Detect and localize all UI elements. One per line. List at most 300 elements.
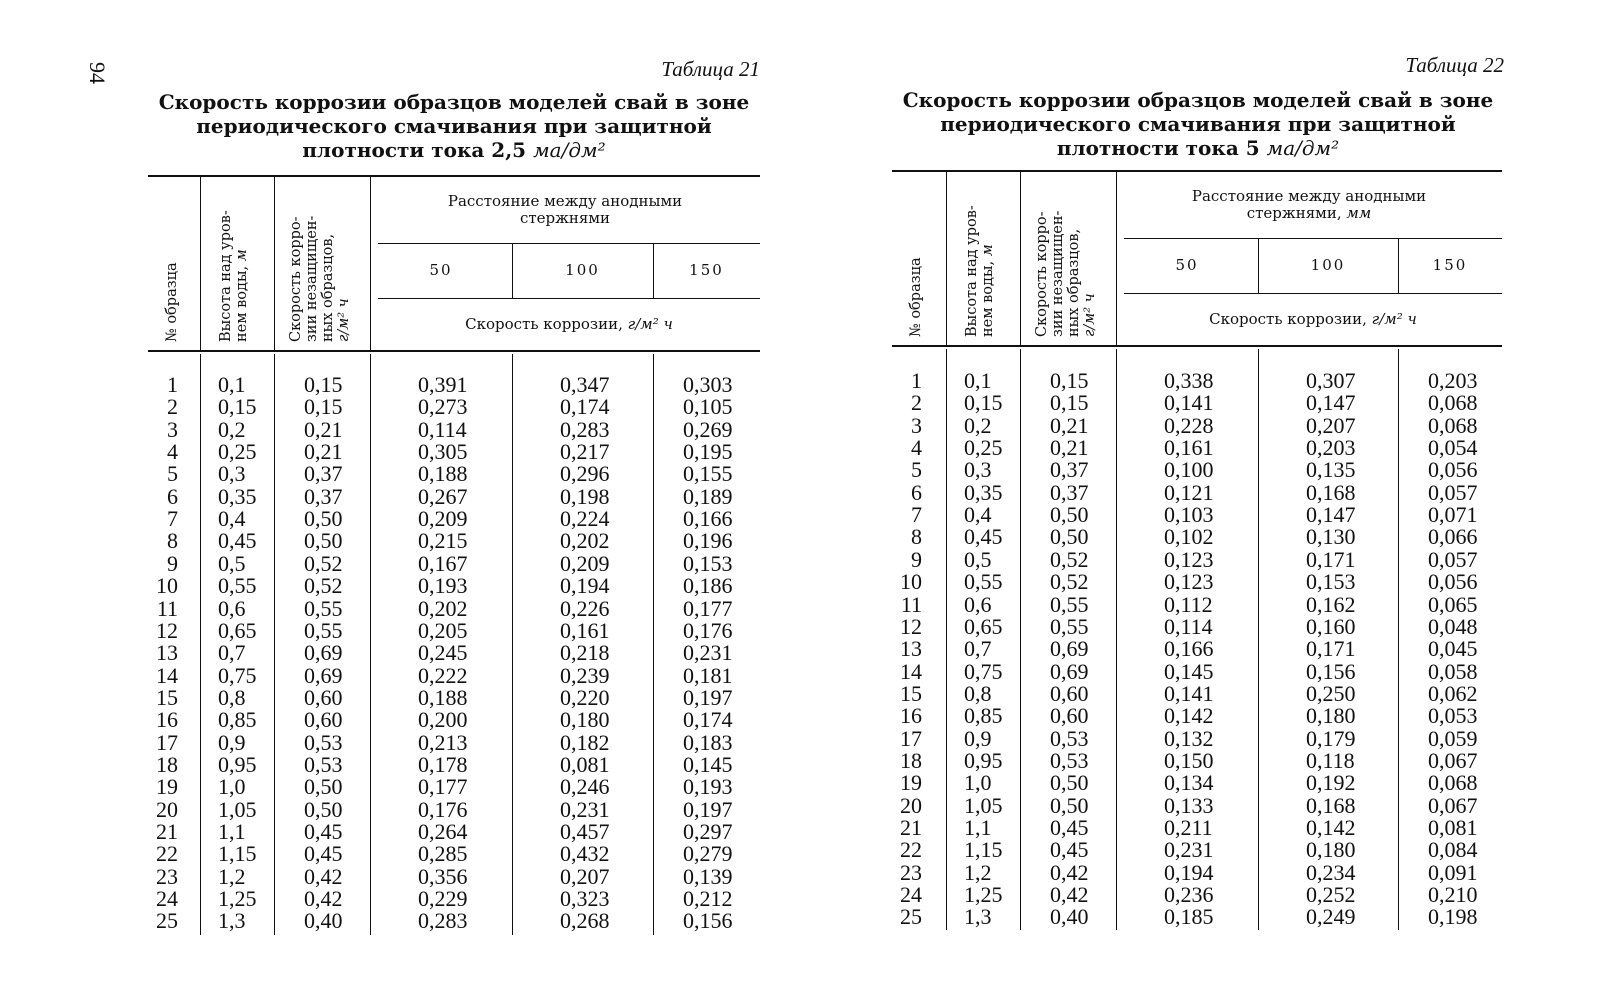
- top-rule: [148, 175, 760, 177]
- unprotected-rate: 0,40: [304, 908, 343, 934]
- height-value: 0,65: [218, 617, 257, 643]
- corrosion-rate: 0,250: [1306, 680, 1356, 706]
- corrosion-rate: 0,192: [1306, 770, 1356, 796]
- corrosion-rate: 0,194: [560, 573, 610, 599]
- corrosion-rate: 0,171: [1306, 546, 1356, 572]
- corrosion-rate: 0,147: [1306, 390, 1356, 416]
- corrosion-rate: 0,153: [683, 550, 733, 576]
- sample-number: 19: [900, 770, 922, 796]
- corrosion-rate: 0,174: [560, 394, 610, 420]
- corrosion-rate: 0,200: [418, 707, 468, 733]
- height-value: 0,3: [218, 461, 246, 487]
- corrosion-rate: 0,205: [418, 617, 468, 643]
- corrosion-rate: 0,226: [560, 595, 610, 621]
- corrosion-rate: 0,246: [560, 774, 610, 800]
- sample-number: 8: [911, 524, 922, 550]
- height-value: 1,05: [218, 796, 257, 822]
- height-value: 0,6: [964, 591, 992, 617]
- group-rule: [378, 243, 760, 244]
- table-row: [892, 725, 1504, 751]
- unprotected-rate: 0,40: [1050, 904, 1089, 930]
- sample-number: 3: [167, 416, 178, 442]
- unprotected-rate: 0,52: [1050, 569, 1089, 595]
- sample-number: 23: [156, 863, 178, 889]
- unprotected-rate: 0,37: [1050, 457, 1089, 483]
- corrosion-rate: 0,180: [1306, 703, 1356, 729]
- unprotected-rate: 0,60: [1050, 680, 1089, 706]
- corrosion-rate: 0,081: [560, 751, 610, 777]
- height-value: 0,15: [964, 390, 1003, 416]
- height-value: 0,3: [964, 457, 992, 483]
- sample-number: 2: [167, 394, 178, 420]
- corrosion-rate: 0,059: [1428, 725, 1478, 751]
- sample-number: 21: [900, 815, 922, 840]
- height-value: 1,1: [964, 815, 992, 840]
- corrosion-rate: 0,054: [1428, 435, 1478, 461]
- corrosion-rate: 0,213: [418, 729, 468, 755]
- height-value: 1,3: [218, 908, 246, 934]
- sample-number: 10: [156, 573, 178, 599]
- corrosion-rate: 0,053: [1428, 703, 1478, 729]
- corrosion-rate: 0,180: [1306, 837, 1356, 863]
- corrosion-rate: 0,212: [683, 886, 733, 912]
- corrosion-rate: 0,457: [560, 819, 610, 844]
- table-row: [892, 479, 1504, 505]
- unprotected-rate: 0,15: [1050, 390, 1089, 416]
- table-row: [892, 437, 1504, 459]
- table-row: [892, 504, 1504, 526]
- corrosion-rate: 0,183: [683, 729, 733, 755]
- height-header-line: Высота над уров-: [964, 205, 980, 337]
- distance-label: 100: [1310, 256, 1346, 274]
- unprotected-rate: 0,52: [304, 550, 343, 576]
- table-row: [892, 459, 1504, 481]
- corrosion-rate: 0,249: [1306, 904, 1356, 930]
- height-value: 0,2: [218, 416, 246, 442]
- unprotected-rate: 0,52: [1050, 546, 1089, 572]
- corrosion-rate: 0,178: [418, 751, 468, 777]
- sample-number: 19: [156, 774, 178, 800]
- corrosion-rate: 0,432: [560, 841, 610, 867]
- rate-header-line: ных образцов,: [320, 233, 336, 342]
- height-value: 0,35: [218, 483, 257, 509]
- sample-number: 20: [156, 796, 178, 822]
- header-col-rule: [274, 175, 275, 350]
- corrosion-rate: 0,239: [560, 662, 610, 688]
- table-row: [892, 613, 1504, 639]
- corrosion-rate: 0,091: [1428, 859, 1478, 885]
- corrosion-rate: 0,202: [560, 528, 610, 554]
- corrosion-rate: 0,171: [1306, 636, 1356, 662]
- corrosion-rate: 0,203: [1306, 435, 1356, 461]
- title-line-3-text: плотности тока 5: [1056, 136, 1267, 160]
- top-rule: [892, 170, 1502, 172]
- corrosion-rate: 0,210: [1428, 882, 1478, 908]
- distance-rule: [1124, 293, 1502, 294]
- corrosion-rate: 0,142: [1164, 703, 1214, 729]
- height-header-line: нем воды, м: [234, 249, 250, 342]
- corrosion-rate: 0,305: [418, 439, 468, 465]
- height-header: [964, 205, 996, 337]
- height-header: [218, 210, 250, 342]
- unprotected-rate: 0,21: [304, 439, 343, 465]
- sample-number: 7: [911, 502, 922, 528]
- corrosion-rate: 0,167: [418, 550, 468, 576]
- height-value: 1,25: [218, 886, 257, 912]
- corrosion-rate: 0,196: [683, 528, 733, 554]
- unprotected-rate: 0,37: [1050, 479, 1089, 505]
- table-row: [148, 910, 760, 932]
- height-value: 0,85: [218, 707, 257, 733]
- sample-number: 17: [900, 725, 922, 751]
- table-row: [892, 859, 1504, 885]
- sample-number: 21: [156, 819, 178, 844]
- table-row: [148, 684, 760, 710]
- corrosion-rate: 0,156: [683, 908, 733, 934]
- table-row: [892, 680, 1504, 706]
- height-value: 0,95: [964, 747, 1003, 773]
- corrosion-rate: 0,168: [1306, 479, 1356, 505]
- sample-number: 2: [911, 390, 922, 416]
- table-row: [148, 642, 760, 664]
- table-row: [892, 526, 1504, 548]
- sample-number: 5: [167, 461, 178, 487]
- sample-number: 22: [156, 841, 178, 867]
- corrosion-rate: 0,168: [1306, 792, 1356, 818]
- title-line-3-text: плотности тока 2,5: [302, 138, 534, 162]
- corrosion-rate: 0,123: [1164, 546, 1214, 572]
- unprotected-rate: 0,69: [304, 640, 343, 666]
- sample-number: 17: [156, 729, 178, 755]
- distance-group-header: Расстояние между анодными стержнями, мм: [1191, 187, 1427, 222]
- corrosion-rate: 0,150: [1164, 747, 1214, 773]
- corrosion-rate: 0,268: [560, 908, 610, 934]
- unprotected-rate: 0,53: [304, 751, 343, 777]
- title-line-2: периодического смачивания при защитной: [940, 112, 1456, 136]
- corrosion-rate: 0,231: [683, 640, 733, 666]
- corrosion-rate: 0,185: [1164, 904, 1214, 930]
- height-value: 0,7: [218, 640, 246, 666]
- corrosion-rate: 0,194: [1164, 859, 1214, 885]
- unprotected-rate: 0,45: [1050, 815, 1089, 840]
- table-row: [148, 530, 760, 552]
- distance-rule: [378, 298, 760, 299]
- unprotected-rate: 0,45: [304, 841, 343, 867]
- corrosion-rate: 0,058: [1428, 658, 1478, 684]
- corrosion-rate: 0,285: [418, 841, 468, 867]
- table-row: [148, 888, 760, 910]
- rate-header-line: Скорость корро-: [1034, 211, 1050, 337]
- height-header-line: Высота над уров-: [218, 210, 234, 342]
- corrosion-rate: 0,180: [560, 707, 610, 733]
- height-value: 0,75: [964, 658, 1003, 684]
- corrosion-rate: 0,103: [1164, 502, 1214, 528]
- unprotected-rate: 0,42: [304, 886, 343, 912]
- height-value: 0,15: [218, 394, 257, 420]
- rate-unit: г/м² ч: [627, 315, 673, 333]
- table-row: [148, 863, 760, 889]
- unprotected-rate: 0,21: [304, 416, 343, 442]
- corrosion-rate: 0,179: [1306, 725, 1356, 751]
- corrosion-rate: 0,231: [560, 796, 610, 822]
- sample-header: № образца: [164, 262, 180, 342]
- corrosion-rate: 0,207: [1306, 412, 1356, 438]
- unprotected-rate: 0,50: [304, 796, 343, 822]
- corrosion-rate: 0,264: [418, 819, 468, 844]
- corrosion-rate: 0,118: [1306, 747, 1355, 773]
- corrosion-rate: 0,153: [1306, 569, 1356, 595]
- height-value: 1,1: [218, 819, 246, 844]
- table-row: [892, 792, 1504, 818]
- rate-unprotected-header: [288, 216, 352, 342]
- sample-number: 12: [900, 613, 922, 639]
- height-value: 0,55: [218, 573, 257, 599]
- height-value: 0,5: [964, 546, 992, 572]
- sample-number: 25: [156, 908, 178, 934]
- table-row: [892, 571, 1504, 593]
- sample-number: 12: [156, 617, 178, 643]
- corrosion-rate: 0,207: [560, 863, 610, 889]
- table-row: [892, 591, 1504, 617]
- corrosion-rate: 0,145: [1164, 658, 1214, 684]
- corrosion-rate: 0,068: [1428, 412, 1478, 438]
- sample-number: 20: [900, 792, 922, 818]
- distance-label: 50: [429, 261, 453, 279]
- unprotected-rate: 0,55: [1050, 613, 1089, 639]
- corrosion-rate: 0,182: [560, 729, 610, 755]
- table-row: [148, 662, 760, 688]
- header-col-rule: [200, 175, 201, 350]
- sample-number: 6: [167, 483, 178, 509]
- rate-header-line: зии незащищен-: [304, 215, 320, 342]
- height-value: 1,25: [964, 882, 1003, 908]
- corrosion-rate: 0,067: [1428, 792, 1478, 818]
- rate-header-line: ных образцов,: [1066, 228, 1082, 337]
- sample-number: 10: [900, 569, 922, 595]
- unprotected-rate: 0,55: [304, 617, 343, 643]
- corrosion-rate: 0,323: [560, 886, 610, 912]
- unprotected-rate: 0,60: [304, 707, 343, 733]
- unprotected-rate: 0,15: [1050, 368, 1089, 393]
- height-value: 0,5: [218, 550, 246, 576]
- unprotected-rate: 0,55: [304, 595, 343, 621]
- sample-number: 18: [900, 747, 922, 773]
- corrosion-rate: 0,155: [683, 461, 733, 487]
- corrosion-rate: 0,147: [1306, 502, 1356, 528]
- corrosion-rate: 0,231: [1164, 837, 1214, 863]
- height-value: 0,85: [964, 703, 1003, 729]
- sample-number: 6: [911, 479, 922, 505]
- height-value: 0,6: [218, 595, 246, 621]
- unprotected-rate: 0,69: [304, 662, 343, 688]
- sample-number: 4: [911, 435, 922, 461]
- rate-header-unit: г/м² ч: [1082, 293, 1098, 337]
- unprotected-rate: 0,45: [1050, 837, 1089, 863]
- height-value: 0,75: [218, 662, 257, 688]
- table-row: [148, 550, 760, 576]
- corrosion-rate: 0,174: [683, 707, 733, 733]
- corrosion-rate: 0,193: [418, 573, 468, 599]
- height-value: 0,55: [964, 569, 1003, 595]
- corrosion-rate: 0,303: [683, 372, 733, 397]
- corrosion-rate: 0,133: [1164, 792, 1214, 818]
- table-row: [148, 709, 760, 731]
- height-value: 0,8: [218, 684, 246, 710]
- unprotected-rate: 0,50: [1050, 502, 1089, 528]
- group-unit: мм: [1346, 204, 1372, 222]
- corrosion-rate: 0,057: [1428, 479, 1478, 505]
- corrosion-rate: 0,160: [1306, 613, 1356, 639]
- corrosion-rate: 0,057: [1428, 546, 1478, 572]
- sample-number: 13: [156, 640, 178, 666]
- corrosion-rate: 0,189: [683, 483, 733, 509]
- corrosion-rate: 0,356: [418, 863, 468, 889]
- height-value: 0,45: [964, 524, 1003, 550]
- height-value: 1,05: [964, 792, 1003, 818]
- table-label: Таблица 21: [661, 57, 760, 81]
- sample-number: 9: [167, 550, 178, 576]
- table-row: [892, 658, 1504, 684]
- title-line-1: Скорость коррозии образцов моделей свай в зоне: [902, 88, 1494, 112]
- table-row: [892, 772, 1504, 794]
- corrosion-rate: 0,067: [1428, 747, 1478, 773]
- sample-number: 16: [900, 703, 922, 729]
- corrosion-rate: 0,056: [1428, 457, 1478, 483]
- unprotected-rate: 0,45: [304, 819, 343, 844]
- corrosion-rate: 0,220: [560, 684, 610, 710]
- corrosion-rate: 0,056: [1428, 569, 1478, 595]
- corrosion-rate: 0,211: [1164, 815, 1213, 840]
- height-value: 0,4: [218, 506, 246, 532]
- corrosion-rate: 0,100: [1164, 457, 1214, 483]
- sample-number: 3: [911, 412, 922, 438]
- corrosion-rate: 0,186: [683, 573, 733, 599]
- sample-header: № образца: [908, 257, 924, 337]
- corrosion-rate: 0,197: [683, 684, 733, 710]
- height-value: 0,25: [964, 435, 1003, 461]
- unprotected-rate: 0,69: [1050, 658, 1089, 684]
- table-row: [148, 575, 760, 597]
- corrosion-rate: 0,224: [560, 506, 610, 532]
- corrosion-rate: 0,181: [683, 662, 733, 688]
- corrosion-rate: 0,166: [683, 506, 733, 532]
- sample-number: 4: [167, 439, 178, 465]
- corrosion-rate: 0,267: [418, 483, 468, 509]
- unprotected-rate: 0,50: [304, 774, 343, 800]
- sample-number: 11: [156, 595, 178, 621]
- corrosion-rate: 0,236: [1164, 882, 1214, 908]
- page-number: 94: [85, 62, 110, 84]
- title-line-2: периодического смачивания при защитной: [196, 114, 712, 138]
- corrosion-rate: 0,068: [1428, 770, 1478, 796]
- unprotected-rate: 0,69: [1050, 636, 1089, 662]
- corrosion-rate: 0,161: [560, 617, 610, 643]
- height-value: 0,8: [964, 680, 992, 706]
- height-value: 0,7: [964, 636, 992, 662]
- table-row: [148, 751, 760, 777]
- corrosion-rate: 0,307: [1306, 368, 1356, 393]
- corrosion-rate: 0,068: [1428, 390, 1478, 416]
- rate-unprotected-header: [1034, 211, 1098, 337]
- height-value: 0,45: [218, 528, 257, 554]
- corrosion-rate: 0,084: [1428, 837, 1478, 863]
- corrosion-rate: 0,229: [418, 886, 468, 912]
- sample-number: 16: [156, 707, 178, 733]
- corrosion-rate: 0,048: [1428, 613, 1478, 639]
- corrosion-rate: 0,273: [418, 394, 468, 420]
- height-value: 1,0: [218, 774, 246, 800]
- table-row: [892, 638, 1504, 660]
- corrosion-rate: 0,176: [683, 617, 733, 643]
- unprotected-rate: 0,55: [1050, 591, 1089, 617]
- corrosion-rate: 0,066: [1428, 524, 1478, 550]
- table-row: [148, 617, 760, 643]
- unprotected-rate: 0,50: [304, 506, 343, 532]
- table-row: [892, 839, 1504, 861]
- height-unit: м: [234, 249, 250, 262]
- corrosion-rate: 0,203: [1428, 368, 1478, 393]
- distance-label: 50: [1175, 256, 1199, 274]
- rate-header: Скорость коррозии, г/м² ч: [1209, 310, 1417, 328]
- rate-unit: г/м² ч: [1371, 310, 1417, 328]
- sample-number: 15: [156, 684, 178, 710]
- corrosion-rate: 0,166: [1164, 636, 1214, 662]
- unprotected-rate: 0,42: [1050, 882, 1089, 908]
- corrosion-rate: 0,123: [1164, 569, 1214, 595]
- corrosion-rate: 0,141: [1164, 390, 1214, 416]
- unprotected-rate: 0,60: [304, 684, 343, 710]
- corrosion-rate: 0,188: [418, 684, 468, 710]
- distance-label: 100: [565, 261, 600, 279]
- height-value: 1,15: [964, 837, 1003, 863]
- header-bottom-rule: [148, 350, 760, 352]
- table-label: Таблица 22: [1405, 53, 1504, 77]
- header-col-rule: [1020, 170, 1021, 345]
- corrosion-rate: 0,197: [683, 796, 733, 822]
- distance-label: 150: [689, 261, 724, 279]
- group-rule: [1124, 238, 1502, 239]
- table-row: [148, 463, 760, 485]
- corrosion-rate: 0,347: [560, 372, 610, 397]
- unprotected-rate: 0,60: [1050, 703, 1089, 729]
- height-value: 1,2: [964, 859, 992, 885]
- table-row: [148, 729, 760, 755]
- sample-number: 9: [911, 546, 922, 572]
- corrosion-rate: 0,141: [1164, 680, 1214, 706]
- sample-number: 7: [167, 506, 178, 532]
- distance-group-header: Расстояние между анодными стержнями: [447, 192, 683, 227]
- sample-number: 1: [167, 372, 178, 397]
- corrosion-rate: 0,176: [418, 796, 468, 822]
- corrosion-rate: 0,130: [1306, 524, 1356, 550]
- table-21: [148, 0, 760, 990]
- table-row: [148, 796, 760, 822]
- height-unit: м: [980, 244, 996, 257]
- corrosion-rate: 0,139: [683, 863, 733, 889]
- corrosion-rate: 0,156: [1306, 658, 1356, 684]
- corrosion-rate: 0,218: [560, 640, 610, 666]
- table-row: [892, 906, 1504, 928]
- unprotected-rate: 0,42: [304, 863, 343, 889]
- table-row: [148, 508, 760, 530]
- table-row: [892, 747, 1504, 773]
- height-value: 0,1: [218, 372, 246, 397]
- height-value: 0,25: [218, 439, 257, 465]
- rate-header-line: Скорость корро-: [288, 216, 304, 342]
- corrosion-rate: 0,215: [418, 528, 468, 554]
- unprotected-rate: 0,50: [1050, 770, 1089, 796]
- corrosion-rate: 0,279: [683, 841, 733, 867]
